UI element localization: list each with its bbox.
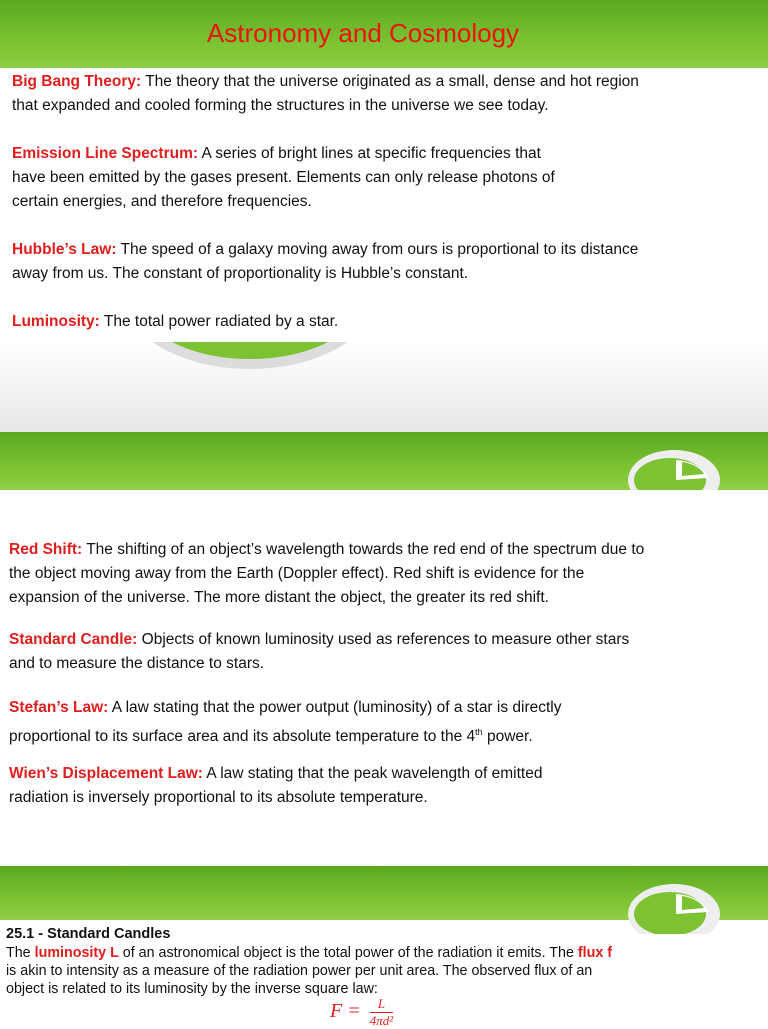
def-line: Objects of known luminosity used as references to measure other stars (141, 631, 630, 648)
def-line: and to measure the distance to stars. (9, 655, 265, 672)
definition-luminosity (12, 310, 762, 334)
inverse-square-formula (330, 996, 393, 1029)
formula-denominator: 4πd² (369, 1013, 394, 1028)
def-line: proportional to its surface area and its absolute temperature to the 4 (9, 728, 476, 746)
term-label: Stefan’s Law: (9, 699, 109, 716)
def-line: the object moving away from the Earth (Doppler effect). Red shift is evidence for the (9, 565, 585, 582)
def-line: The theory that the universe originated as a small, dense and hot region (145, 73, 639, 90)
formula-numerator: L (370, 996, 393, 1013)
def-line: away from us. The constant of proportionality is Hubble’s constant. (12, 265, 469, 282)
definition-emission-line (12, 142, 762, 214)
def-line: A series of bright lines at specific frequencies that (201, 145, 541, 162)
definition-red-shift (9, 538, 767, 610)
def-line: radiation is inversely proportional to its absolute temperature. (9, 789, 428, 806)
definition-hubbles-law (12, 238, 762, 286)
def-line: A law stating that the power output (luminosity) of a star is directly (111, 699, 562, 716)
def-line: The shifting of an object’s wavelength towards the red end of the spectrum due to (86, 541, 645, 558)
para-text: is akin to intensity as a measure of the radiation power per unit area. The observed flux of an (6, 963, 593, 979)
flux-term: flux f (577, 945, 613, 961)
para-text: object is related to its luminosity by the inverse square law: (6, 981, 378, 997)
slide-1 (0, 0, 768, 432)
def-line: power. (486, 728, 533, 746)
section-title: 25.1 - Standard Candles (6, 926, 171, 942)
def-line: The speed of a galaxy moving away from ours is proportional to its distance (120, 241, 639, 258)
standard-candles-paragraph (6, 944, 766, 998)
para-text: of an astronomical object is the total power of the radiation it emits. The (118, 945, 578, 961)
def-line: have been emitted by the gases present. Elements can only release photons of (12, 169, 555, 186)
para-text: The (6, 945, 35, 961)
slide-2 (0, 432, 768, 866)
term-label: Emission Line Spectrum: (12, 145, 199, 162)
superscript: th (475, 727, 483, 737)
definition-stefans-law (9, 696, 767, 749)
luminosity-term: luminosity L (34, 945, 119, 961)
def-line: A law stating that the peak wavelength of emitted (206, 765, 543, 782)
definition-wiens-law (9, 762, 767, 810)
term-label: Standard Candle: (9, 631, 138, 648)
definition-big-bang (12, 70, 762, 118)
def-line: that expanded and cooled forming the structures in the universe we see today. (12, 97, 549, 114)
def-line: expansion of the universe. The more distant the object, the greater its red shift. (9, 589, 549, 606)
pie-logo-icon (626, 876, 730, 934)
term-label: Luminosity: (12, 313, 100, 330)
term-label: Big Bang Theory: (12, 73, 142, 90)
term-label: Wien’s Displacement Law: (9, 765, 203, 782)
def-line: The total power radiated by a star. (103, 313, 339, 330)
slide-title: Astronomy and Cosmology (206, 18, 520, 48)
term-label: Red Shift: (9, 541, 83, 558)
definition-standard-candle (9, 628, 767, 676)
def-line: certain energies, and therefore frequencies. (12, 193, 312, 210)
term-label: Hubble’s Law: (12, 241, 117, 258)
formula-lhs: F = (330, 1000, 361, 1023)
